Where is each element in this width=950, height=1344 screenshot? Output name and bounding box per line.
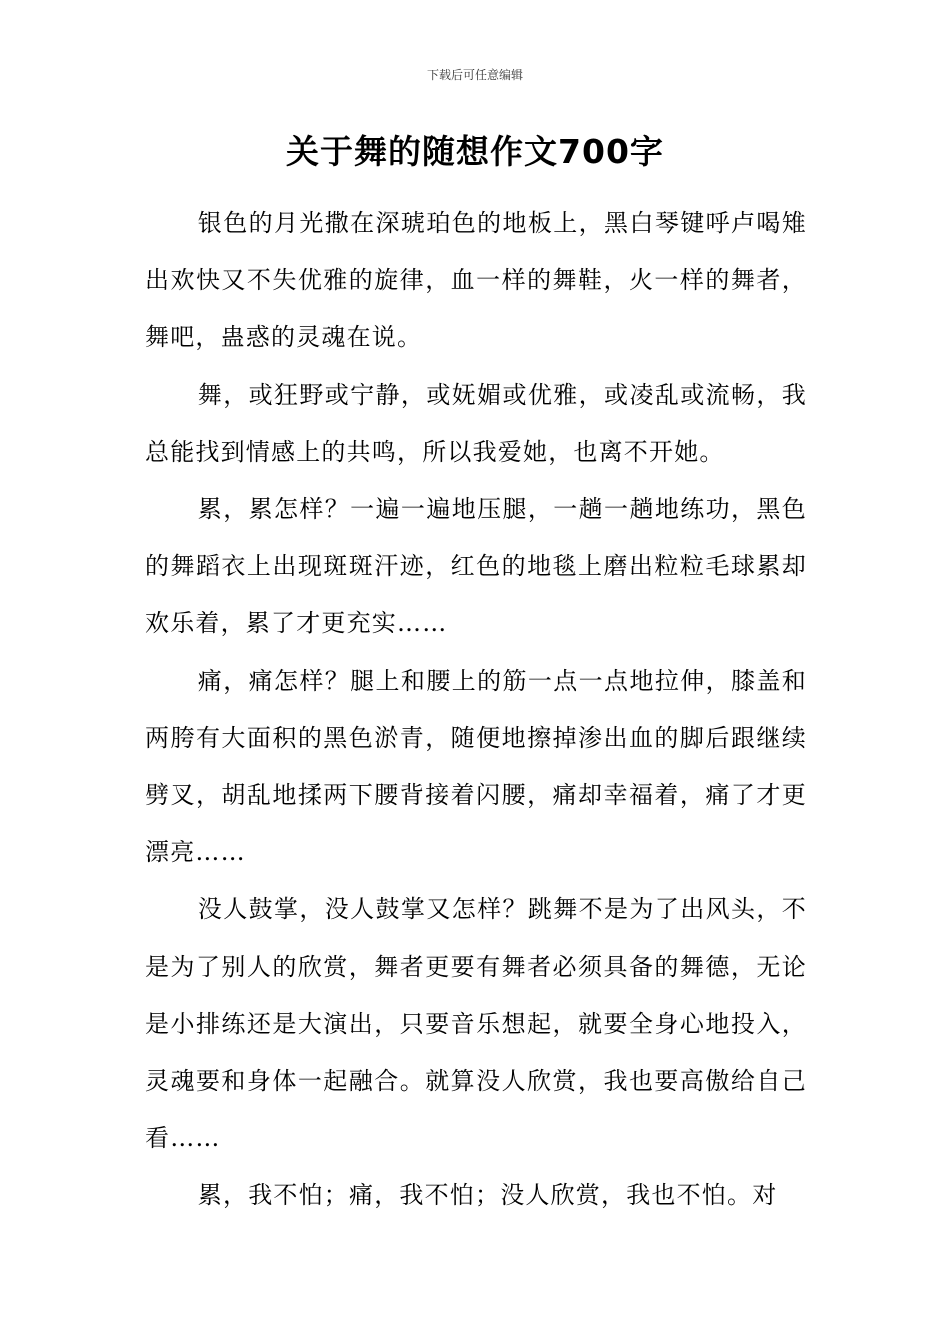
paragraph-5: 没人鼓掌，没人鼓掌又怎样？跳舞不是为了出风头，不是为了别人的欣赏，舞者更要有舞者必须具备的舞德，无论是小排练还是大演出，只要音乐想起，就要全身心地投入，灵魂要和身体一起融合。就算没人欣赏，我也要高傲给自己看……	[145, 895, 807, 1153]
paragraph-3: 累，累怎样？一遍一遍地压腿，一趟一趟地练功，黑色的舞蹈衣上出现斑斑汗迹，红色的地毯上磨出粒粒毛球累却欢乐着，累了才更充实……	[145, 495, 807, 638]
paragraph-2: 舞，或狂野或宁静，或妩媚或优雅，或凌乱或流畅，我总能找到情感上的共鸣，所以我爱她，也离不开她。	[145, 380, 807, 466]
header-note: 下载后可任意编辑	[426, 68, 523, 82]
document-title: 关于舞的随想作文700字	[286, 132, 664, 171]
paragraph-1: 银色的月光撒在深琥珀色的地板上，黑白琴键呼卢喝雉出欢快又不失优雅的旋律，血一样的舞鞋，火一样的舞者，舞吧，蛊惑的灵魂在说。	[145, 209, 807, 352]
paragraph-4: 痛，痛怎样？腿上和腰上的筋一点一点地拉伸，膝盖和两胯有大面积的黑色淤青，随便地擦掉渗出血的脚后跟继续劈叉，胡乱地揉两下腰背接着闪腰，痛却幸福着，痛了才更漂亮……	[145, 666, 807, 867]
paragraph-6: 累，我不怕；痛，我不怕；没人欣赏，我也不怕。对	[197, 1181, 778, 1210]
document-body	[145, 195, 807, 1225]
